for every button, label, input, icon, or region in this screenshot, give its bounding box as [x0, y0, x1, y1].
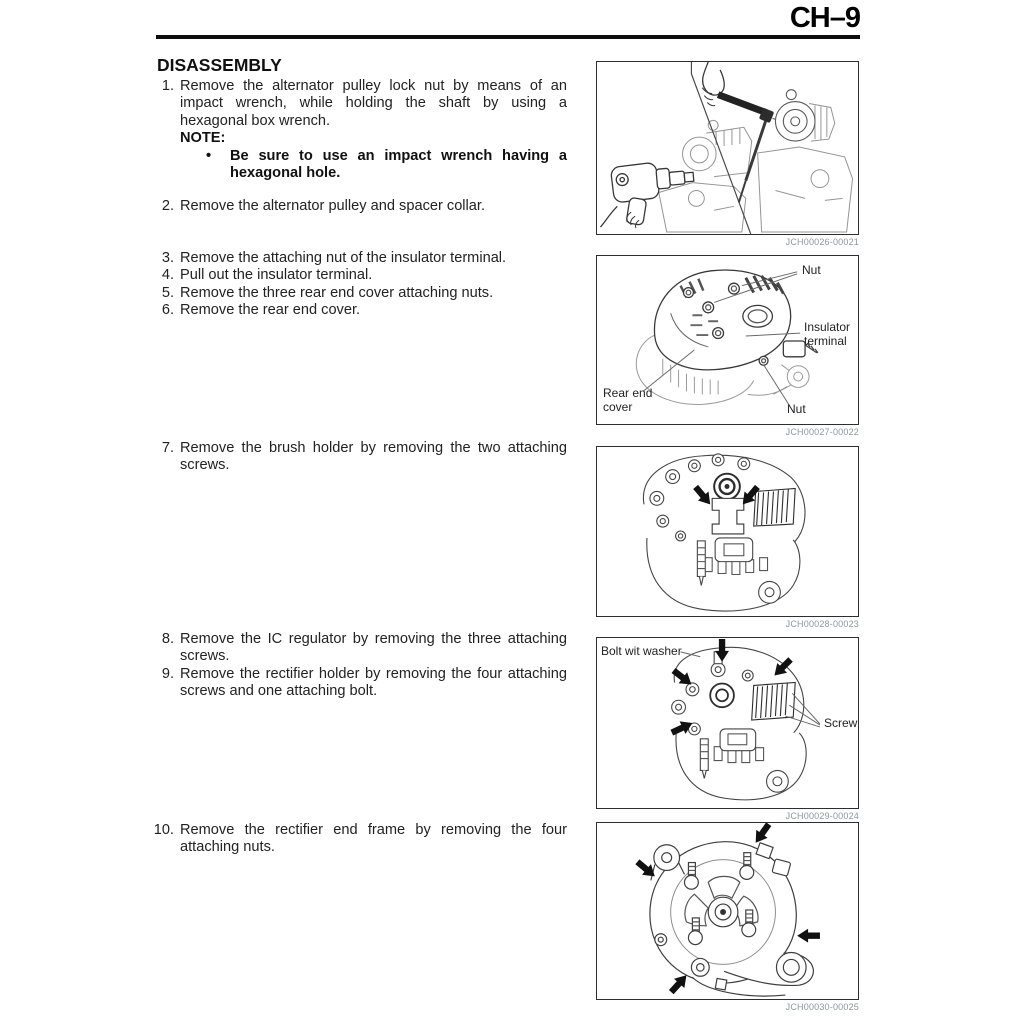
- section-title: DISASSEMBLY: [157, 55, 282, 75]
- brush-holder-illustration: [597, 447, 858, 616]
- header-rule: [156, 35, 860, 39]
- step-number: 7.: [161, 440, 174, 456]
- label-rear-end-cover: Rear end cover: [603, 386, 653, 414]
- step-block-5: [150, 822, 567, 857]
- step-item: [150, 631, 567, 666]
- regulator-fins: [754, 489, 796, 527]
- figure-impact-wrench: [596, 61, 859, 235]
- figure-caption: JCH00030-00025: [785, 1002, 859, 1012]
- step-text: Remove the brush holder by removing the two attaching screws.: [180, 440, 567, 474]
- figure-rear-end-cover: [596, 255, 859, 425]
- step-item: [150, 285, 567, 302]
- end-frame-illustration: [597, 823, 858, 999]
- label-screw: Screw: [824, 716, 858, 730]
- step-text: Remove the IC regulator by removing the three attaching screws.: [180, 631, 567, 665]
- step-block-1: [150, 78, 567, 216]
- bullet-icon: •: [206, 147, 212, 164]
- step-item: [150, 302, 567, 319]
- step-number: 9.: [161, 665, 174, 682]
- impact-wrench-illustration: [597, 62, 858, 234]
- step-number: 5.: [161, 284, 174, 301]
- impact-wrench-icon: [600, 162, 693, 228]
- step-item: [150, 78, 567, 130]
- page-code: CH–9: [789, 2, 860, 34]
- step-number: 8.: [161, 631, 174, 647]
- figure-brush-holder: [596, 446, 859, 617]
- label-insulator-terminal: Insulator terminal: [804, 320, 851, 348]
- step-text: Pull out the insulator terminal.: [180, 267, 373, 284]
- step-item: [150, 822, 567, 857]
- regulator-fins: [752, 682, 795, 720]
- step-text: Remove the attaching nut of the insulator terminal.: [180, 250, 507, 266]
- step-text: Remove the rectifier holder by removing the four attaching screws and one attaching bolt.: [180, 665, 567, 700]
- step-text: Remove the three rear end cover attaching nuts.: [180, 284, 494, 301]
- label-bolt-with-washer: Bolt wit washer: [601, 644, 682, 658]
- step-number: 3.: [161, 250, 174, 266]
- label-nut-top: Nut: [802, 263, 821, 277]
- step-item: [150, 666, 567, 701]
- alternator-shaft-icon: [772, 90, 815, 141]
- ic-regulator-illustration: [597, 638, 858, 808]
- figure-caption: JCH00029-00024: [785, 811, 859, 821]
- step-item: [150, 440, 567, 475]
- step-number: 6.: [161, 302, 174, 319]
- note-bullet-row: [206, 148, 567, 183]
- step-number: 4.: [161, 267, 174, 284]
- step-number: 10.: [153, 822, 174, 838]
- step-block-4: [150, 631, 567, 701]
- step-item: [150, 250, 567, 267]
- step-item: [150, 267, 567, 284]
- label-nut-bottom: Nut: [787, 402, 806, 416]
- step-number: 2.: [161, 198, 174, 215]
- figure-rectifier-end-frame: [596, 822, 859, 1000]
- step-block-3: [150, 440, 567, 475]
- step-number: 1.: [161, 78, 174, 94]
- note-label: NOTE:: [180, 130, 226, 147]
- step-block-2: [150, 250, 567, 320]
- step-text: Remove the alternator pulley and spacer collar.: [180, 198, 486, 215]
- note-text: Be sure to use an impact wrench having a hexagonal hole.: [230, 147, 567, 182]
- figure-ic-regulator: [596, 637, 859, 809]
- figure-caption: JCH00027-00022: [785, 427, 859, 437]
- step-text: Remove the rear end cover.: [180, 302, 361, 319]
- step-text: Remove the alternator pulley lock nut by means of an impact wrench, while holding the shaft by using a hexagonal box wrench.: [180, 78, 567, 129]
- figure-caption: JCH00026-00021: [785, 237, 859, 247]
- step-text: Remove the rectifier end frame by removing the four attaching nuts.: [180, 822, 567, 856]
- figure-caption: JCH00028-00023: [785, 619, 859, 629]
- step-item: [150, 198, 567, 215]
